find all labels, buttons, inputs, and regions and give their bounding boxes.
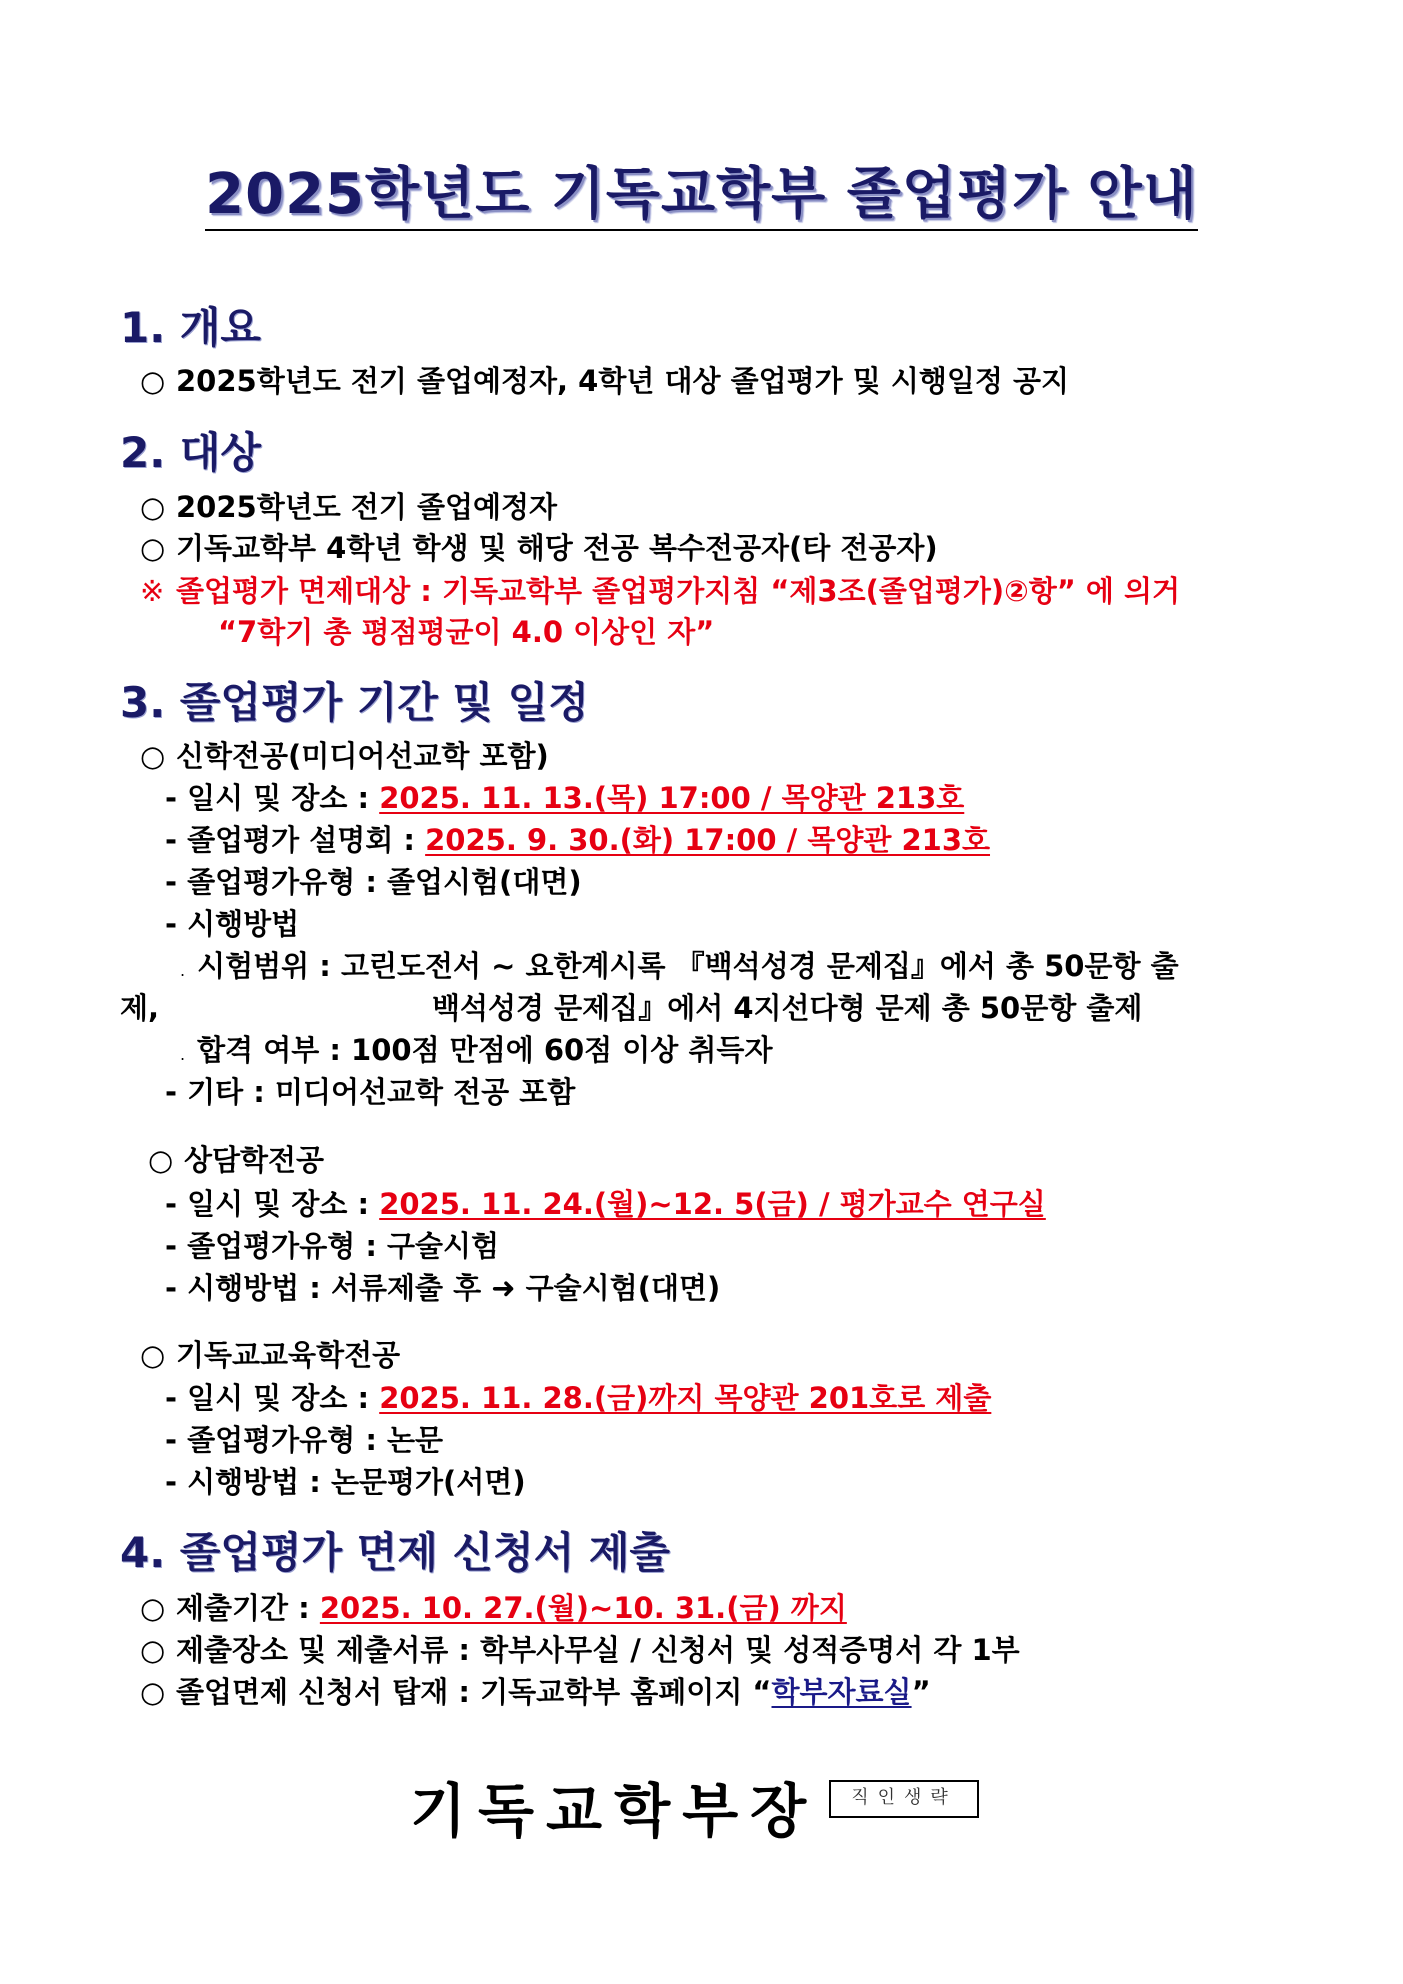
bullet-icon: ○ xyxy=(140,1675,166,1709)
counseling-major: ○ 상담학전공 xyxy=(148,1143,325,1177)
signer-title: 기독교학부장 xyxy=(410,1777,819,1845)
theology-etc: - 기타 : 미디어선교학 전공 포함 xyxy=(165,1075,576,1109)
page-title: 2025학년도 기독교학부 졸업평가 안내 xyxy=(0,150,1403,230)
theology-datetime: - 일시 및 장소 : 2025. 11. 13.(목) 17:00 / 목양관 213호 xyxy=(165,781,965,815)
theology-briefing-value: 2025. 9. 30.(화) 17:00 / 목양관 213호 xyxy=(425,823,991,857)
bullet-icon: ○ xyxy=(140,490,166,524)
bullet-icon: ○ xyxy=(140,739,166,773)
theology-method-range-cont: 제, xyxy=(120,991,160,1025)
theology-method-range-cont2: 백석성경 문제집』에서 4지선다형 문제 총 50문항 출제 xyxy=(432,991,1143,1025)
counseling-type: - 졸업평가유형 : 구술시험 xyxy=(165,1229,500,1263)
section-heading-overview: 1. 개요 xyxy=(120,303,261,352)
education-datetime-value: 2025. 11. 28.(금)까지 목양관 201호로 제출 xyxy=(379,1381,992,1415)
exemption-note-line1: ※ 졸업평가 면제대상 : 기독교학부 졸업평가지침 “제3조(졸업평가)②항” 에 의거 xyxy=(140,574,1181,608)
theology-method: - 시행방법 xyxy=(165,907,300,941)
exemption-period: ○ 제출기간 : 2025. 10. 27.(월)~10. 31.(금) 까지 xyxy=(140,1591,847,1625)
section-heading-exemption: 4. 졸업평가 면제 신청서 제출 xyxy=(120,1528,670,1577)
bullet-icon: ○ xyxy=(140,1591,166,1625)
section-heading-target: 2. 대상 xyxy=(120,428,261,477)
education-method: - 시행방법 : 논문평가(서면) xyxy=(165,1465,526,1499)
theology-type: - 졸업평가유형 : 졸업시험(대면) xyxy=(165,865,582,899)
bullet-icon: ○ xyxy=(148,1143,174,1177)
bullet-icon: ○ xyxy=(140,531,166,565)
bullet-icon: ○ xyxy=(140,364,166,398)
counseling-datetime: - 일시 및 장소 : 2025. 11. 24.(월)~12. 5(금) / 평가교수 연구실 xyxy=(165,1187,1046,1221)
exemption-period-value: 2025. 10. 27.(월)~10. 31.(금) 까지 xyxy=(319,1591,847,1625)
department-resources-link[interactable]: 학부자료실 xyxy=(771,1675,912,1709)
target-item-2: ○ 기독교학부 4학년 학생 및 해당 전공 복수전공자(타 전공자) xyxy=(140,531,938,565)
target-item-1: ○ 2025학년도 전기 졸업예정자 xyxy=(140,490,558,524)
bullet-icon: ○ xyxy=(140,1338,166,1372)
exemption-note-line2: “7학기 총 평점평균이 4.0 이상인 자” xyxy=(218,615,715,649)
reference-mark-icon: ※ xyxy=(140,574,165,608)
overview-item: ○ 2025학년도 전기 졸업예정자, 4학년 대상 졸업평가 및 시행일정 공지 xyxy=(140,364,1070,398)
education-type: - 졸업평가유형 : 논문 xyxy=(165,1423,444,1457)
counseling-method: - 시행방법 : 서류제출 후 ➜ 구술시험(대면) xyxy=(165,1271,721,1305)
theology-major: ○ 신학전공(미디어선교학 포함) xyxy=(140,739,549,773)
theology-method-pass: . 합격 여부 : 100점 만점에 60점 이상 취득자 xyxy=(180,1033,773,1067)
theology-datetime-value: 2025. 11. 13.(목) 17:00 / 목양관 213호 xyxy=(379,781,965,815)
counseling-datetime-value: 2025. 11. 24.(월)~12. 5(금) / 평가교수 연구실 xyxy=(379,1187,1046,1221)
section-heading-schedule: 3. 졸업평가 기간 및 일정 xyxy=(120,678,589,727)
theology-method-range: . 시험범위 : 고린도전서 ~ 요한계시록 『백석성경 문제집』에서 총 50문항 출 xyxy=(180,949,1179,983)
theology-briefing: - 졸업평가 설명회 : 2025. 9. 30.(화) 17:00 / 목양관 213호 xyxy=(165,823,991,857)
bullet-icon: ○ xyxy=(140,1633,166,1667)
education-major: ○ 기독교교육학전공 xyxy=(140,1338,401,1372)
education-datetime: - 일시 및 장소 : 2025. 11. 28.(금)까지 목양관 201호로 제출 xyxy=(165,1381,992,1415)
seal-omitted-box: 직인생략 xyxy=(829,1780,979,1818)
exemption-place: ○ 제출장소 및 제출서류 : 학부사무실 / 신청서 및 성적증명서 각 1부 xyxy=(140,1633,1020,1667)
exemption-form: ○ 졸업면제 신청서 탑재 : 기독교학부 홈페이지 “학부자료실” xyxy=(140,1675,931,1709)
